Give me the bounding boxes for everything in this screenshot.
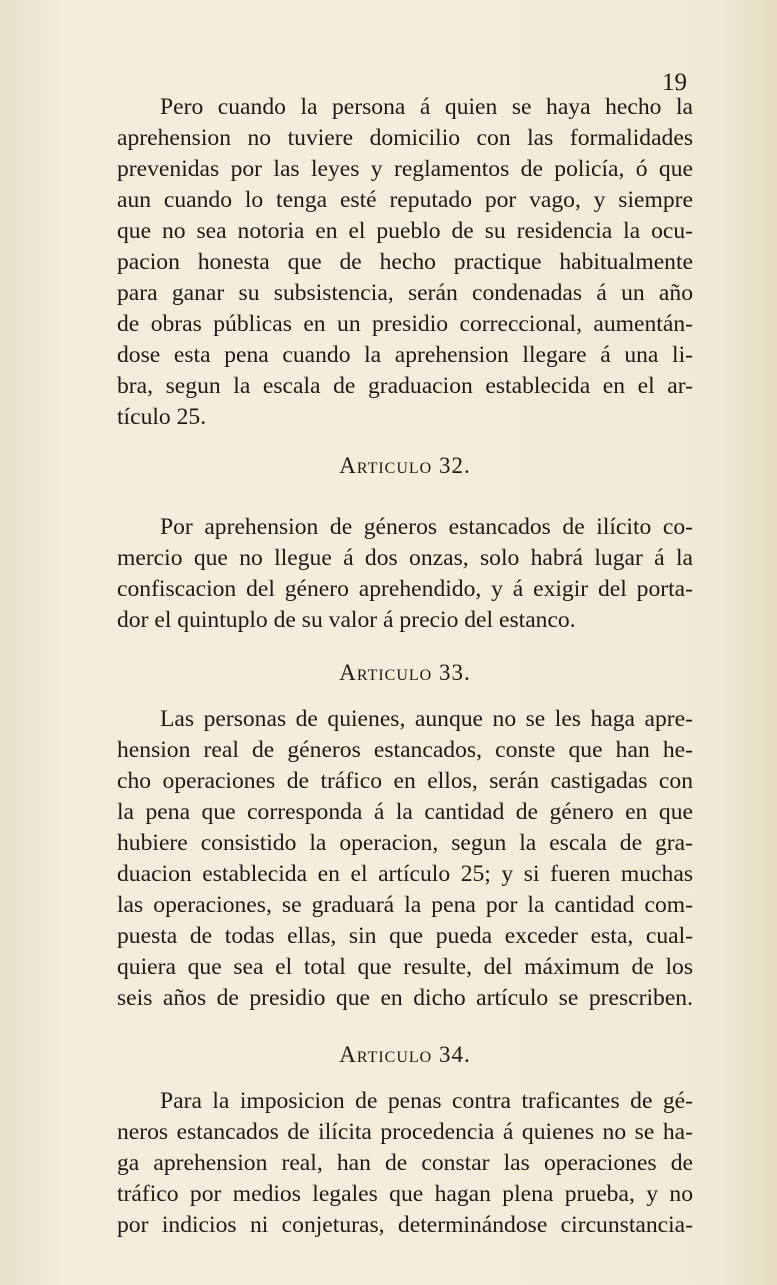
heading-text: Articulo 33. xyxy=(339,660,471,685)
heading-text: Articulo 34. xyxy=(339,1042,471,1067)
text-line: duacion establecida en el artículo 25; y si fueren muchas xyxy=(117,861,693,887)
text-line: para ganar su subsistencia, serán condenadas á un año xyxy=(117,280,693,306)
text-line: por indicios ni conjeturas, determinándose circunstancia- xyxy=(117,1212,693,1238)
article-heading-32 xyxy=(117,451,693,481)
text-line: quiera que sea el total que resulte, del máximum de los xyxy=(117,954,693,980)
text-line: confiscacion del género aprehendido, y á exigir del porta- xyxy=(117,576,693,602)
text-line: las operaciones, se graduará la pena por la cantidad com- xyxy=(117,892,693,918)
text-line: que no sea notoria en el pueblo de su residencia la ocu- xyxy=(117,218,693,244)
text-line: bra, segun la escala de graduacion establecida en el ar- xyxy=(117,373,693,399)
paragraph-4 xyxy=(117,1086,693,1241)
page-number: 19 xyxy=(662,69,687,96)
paragraph-3 xyxy=(117,704,693,1014)
text-line: ga aprehension real, han de constar las operaciones de xyxy=(117,1150,693,1176)
text-line: puesta de todas ellas, sin que pueda exceder esta, cual- xyxy=(117,923,693,949)
heading-text: Articulo 32. xyxy=(339,453,471,478)
text-line: prevenidas por las leyes y reglamentos de policía, ó que xyxy=(117,156,693,182)
text-line: dose esta pena cuando la aprehension llegare á una li- xyxy=(117,342,693,368)
text-line: tráfico por medios legales que hagan plena prueba, y no xyxy=(117,1181,693,1207)
text-line: pacion honesta que de hecho practique habitualmente xyxy=(117,249,693,275)
text-line: Para la imposicion de penas contra traficantes de gé- xyxy=(160,1088,693,1114)
text-line: la pena que corresponda á la cantidad de género en que xyxy=(117,799,693,825)
paragraph-2 xyxy=(117,512,693,636)
text-line: neros estancados de ilícita procedencia á quienes no se ha- xyxy=(117,1119,693,1145)
text-line: cho operaciones de tráfico en ellos, serán castigadas con xyxy=(117,768,693,794)
article-heading-34 xyxy=(117,1040,693,1070)
text-line: de obras públicas en un presidio correccional, aumentán- xyxy=(117,311,693,337)
text-line: mercio que no llegue á dos onzas, solo habrá lugar á la xyxy=(117,545,693,571)
text-line: hubiere consistido la operacion, segun la escala de gra- xyxy=(117,830,693,856)
text-line: tículo 25. xyxy=(117,404,207,430)
text-line: seis años de presidio que en dicho artículo se prescriben. xyxy=(117,985,693,1011)
paragraph-1 xyxy=(117,92,693,433)
text-line: aprehension no tuviere domicilio con las formalidades xyxy=(117,125,693,151)
text-line: aun cuando lo tenga esté reputado por vago, y siempre xyxy=(117,187,693,213)
text-line: hension real de géneros estancados, conste que han he- xyxy=(117,737,693,763)
article-heading-33 xyxy=(117,658,693,688)
text-line: Pero cuando la persona á quien se haya hecho la xyxy=(160,94,693,120)
text-line: Las personas de quienes, aunque no se les haga apre- xyxy=(160,706,693,732)
text-line: Por aprehension de géneros estancados de ilícito co- xyxy=(160,514,693,540)
text-line: dor el quintuplo de su valor á precio del estanco. xyxy=(117,607,576,633)
